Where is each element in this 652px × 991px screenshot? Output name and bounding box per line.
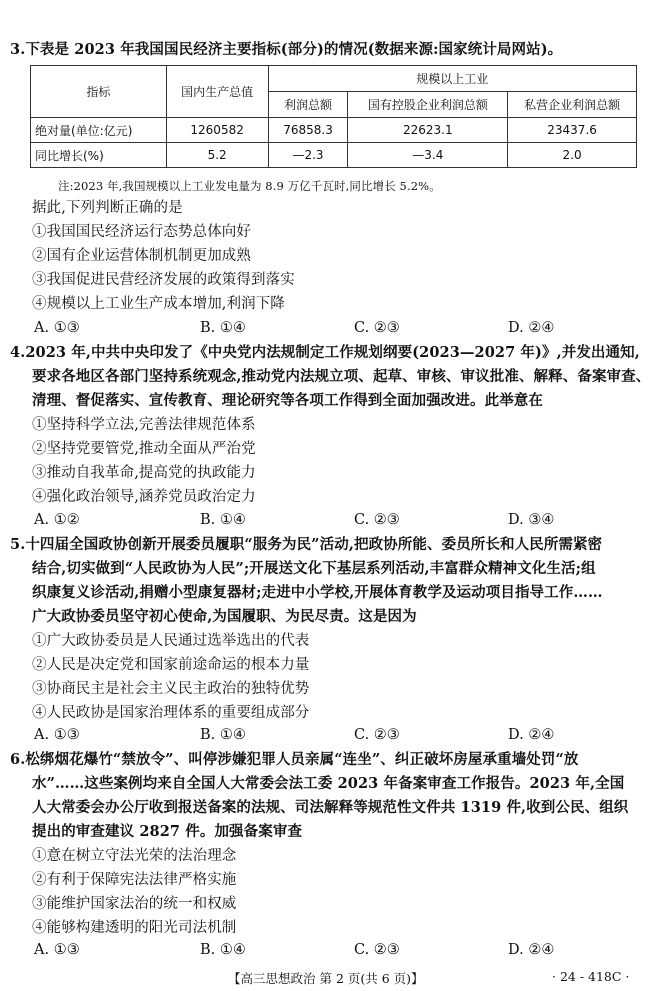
row-absolute-label: 绝对量(单位:亿元) [31,118,167,143]
q6-stem-line: 6.松绑烟花爆竹“禁放令”、叫停涉嫌犯罪人员亲属“连坐”、纠正破坏房屋承重墙处罚“放 [10,751,579,768]
q4-item: ③推动自我革命,提高党的执政能力 [32,465,256,481]
q3-option-c[interactable]: C. ②③ [354,320,400,336]
row-growth-label: 同比增长(%) [31,143,167,168]
cell-state-growth: —3.4 [348,143,508,168]
q5-option-a[interactable]: A. ①③ [34,727,80,743]
page-footer-code: · 24 - 418C · [552,969,630,984]
q6-option-a[interactable]: A. ①③ [34,942,80,958]
page-footer-title: 【高三思想政治 第 2 页(共 6 页)】 [228,971,424,986]
q6-item: ②有利于保障宪法法律严格实施 [32,872,237,888]
q3-item: ③我国促进民营经济发展的政策得到落实 [32,272,295,288]
q6-stem-line: 水”……这些案例均来自全国人大常委会法工委 2023 年备案审查工作报告。2023 年,全国 [32,775,625,792]
q6-stem-line: 提出的审查建议 2827 件。加强备案审查 [32,823,303,840]
cell-gdp-growth: 5.2 [166,143,268,168]
q3-option-a[interactable]: A. ①③ [34,320,80,336]
q4-stem-line: 要求各地区各部门坚持系统观念,推动党内法规立项、起草、审核、审议批准、解释、备案审查、 [32,368,651,385]
q5-option-c[interactable]: C. ②③ [354,727,400,743]
header-industry: 规模以上工业 [268,66,636,92]
cell-private-growth: 2.0 [508,143,637,168]
q4-stem-line: 4.2023 年,中共中央印发了《中央党内法规制定工作规划纲要(2023—2027 年)》,并发出通知, [10,344,640,361]
q4-option-d[interactable]: D. ③④ [508,512,555,528]
q4-item: ①坚持科学立法,完善法律规范体系 [32,417,256,433]
q6-stem-line: 人大常委会办公厅收到报送备案的法规、司法解释等规范性文件共 1319 件,收到公民、组织 [32,799,629,816]
q5-stem-line: 5.十四届全国政协创新开展委员履职“服务为民”活动,把政协所能、委员所长和人民所需紧密 [10,536,603,553]
q3-note: 注:2023 年,我国规模以上工业发电量为 8.9 万亿千瓦时,同比增长 5.2%。 [58,179,441,193]
q3-option-d[interactable]: D. ②④ [508,320,555,336]
q5-option-d[interactable]: D. ②④ [508,727,555,743]
q6-option-d[interactable]: D. ②④ [508,942,555,958]
q4-option-b[interactable]: B. ①④ [200,512,246,528]
q3-lead: 据此,下列判断正确的是 [32,200,183,216]
q5-stem-line: 广大政协委员坚守初心使命,为国履职、为民尽责。这是因为 [32,608,417,625]
cell-private-abs: 23437.6 [508,118,637,143]
q5-item: ①广大政协委员是人民通过选举选出的代表 [32,633,310,649]
cell-state-abs: 22623.1 [348,118,508,143]
header-indicator: 指标 [31,66,167,118]
q5-item: ③协商民主是社会主义民主政治的独特优势 [32,681,310,697]
header-profit: 利润总额 [268,92,348,118]
cell-profit-growth: —2.3 [268,143,348,168]
q3-option-b[interactable]: B. ①④ [200,320,246,336]
q4-item: ②坚持党要管党,推动全面从严治党 [32,441,256,457]
indicator-table [30,65,637,168]
q3-stem: 3.下表是 2023 年我国国民经济主要指标(部分)的情况(数据来源:国家统计局网站)。 [10,41,563,58]
q6-option-b[interactable]: B. ①④ [200,942,246,958]
q3-item: ②国有企业运营体制机制更加成熟 [32,248,251,264]
header-gdp: 国内生产总值 [166,66,268,118]
cell-gdp-abs: 1260582 [166,118,268,143]
header-private-profit: 私营企业利润总额 [508,92,637,118]
q6-option-c[interactable]: C. ②③ [354,942,400,958]
q6-item: ③能维护国家法治的统一和权威 [32,896,237,912]
q5-option-b[interactable]: B. ①④ [200,727,246,743]
q6-item: ④能够构建透明的阳光司法机制 [32,920,237,936]
q3-item: ④规模以上工业生产成本增加,利润下降 [32,296,285,312]
q3-item: ①我国国民经济运行态势总体向好 [32,224,251,240]
cell-profit-abs: 76858.3 [268,118,348,143]
header-state-profit: 国有控股企业利润总额 [348,92,508,118]
q5-stem-line: 结合,切实做到“人民政协为人民”;开展送文化下基层系列活动,丰富群众精神文化生活;组 [32,560,596,577]
q5-stem-line: 织康复义诊活动,捐赠小型康复器材;走进中小学校,开展体育教学及运动项目指导工作…… [32,584,603,601]
q4-option-a[interactable]: A. ①② [34,512,80,528]
q4-item: ④强化政治领导,涵养党员政治定力 [32,489,256,505]
q5-item: ④人民政协是国家治理体系的重要组成部分 [32,705,310,721]
q4-stem-line: 清理、督促落实、宣传教育、理论研究等各项工作得到全面加强改进。此举意在 [32,392,543,409]
q5-item: ②人民是决定党和国家前途命运的根本力量 [32,657,310,673]
q6-item: ①意在树立守法光荣的法治理念 [32,848,237,864]
q4-option-c[interactable]: C. ②③ [354,512,400,528]
